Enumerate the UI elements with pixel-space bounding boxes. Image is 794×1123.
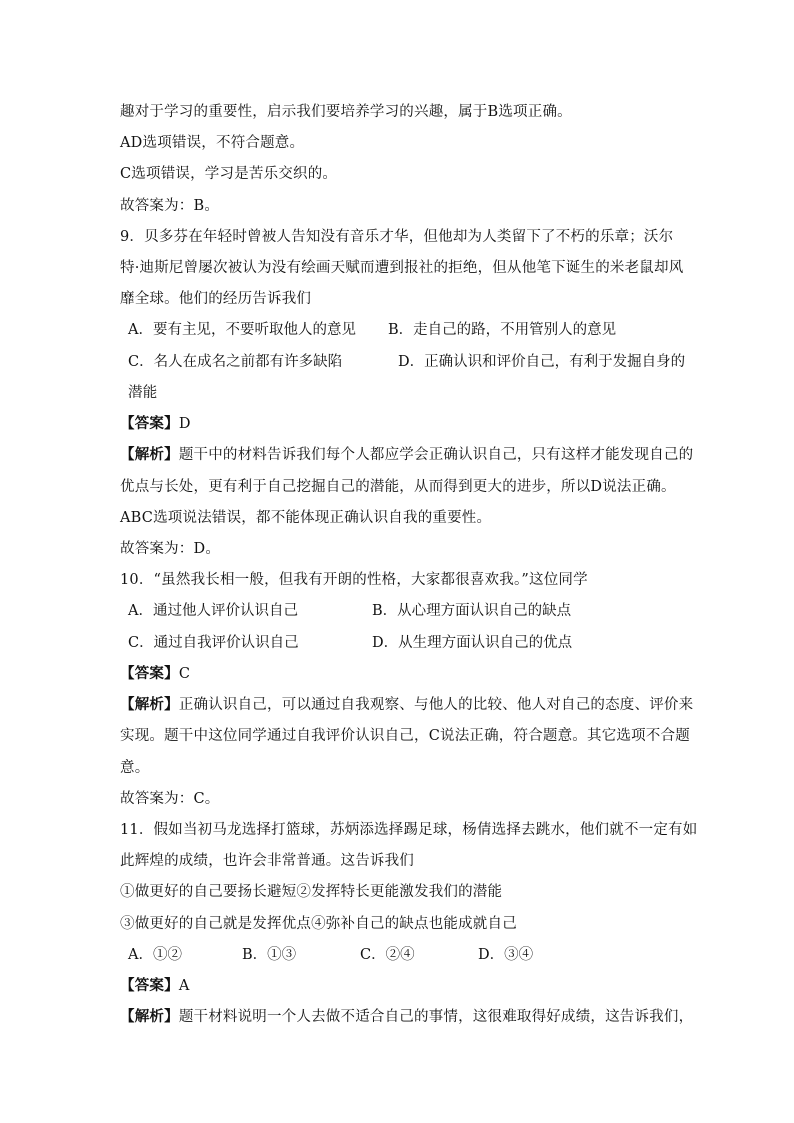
question-9-text: 靡全球。他们的经历告诉我们 xyxy=(120,291,312,307)
q11-answer xyxy=(120,976,189,996)
q9-option-c: C．名人在成名之前都有许多缺陷 xyxy=(128,354,343,370)
answer-value: C xyxy=(178,666,191,682)
answer-label: 【答案】 xyxy=(120,415,179,432)
question-10-text: 10．“虽然我长相一般，但我有开朗的性格，大家都很喜欢我。”这位同学 xyxy=(120,572,588,588)
q11-option-d: D．③④ xyxy=(478,947,534,963)
analysis-text: 题干材料说明一个人去做不适合自己的事情，这很难取得好成绩，这告诉我们， xyxy=(178,1009,694,1025)
q11-option-a: A．①② xyxy=(128,947,182,963)
text-line: C选项错误，学习是苦乐交织的。 xyxy=(120,166,338,182)
q9-option-d-cont: 潜能 xyxy=(128,385,158,401)
q10-answer xyxy=(120,664,190,684)
q9-option-a: A．要有主见，不要听取他人的意见 xyxy=(128,322,356,338)
text-line: 趣对于学习的重要性，启示我们要培养学习的兴趣，属于B选项正确。 xyxy=(120,104,572,120)
answer-label: 【答案】 xyxy=(120,665,179,682)
q10-option-c: C．通过自我评价认识自己 xyxy=(128,635,299,651)
text-line: 优点与长处，更有利于自己挖掘自己的潜能，从而得到更大的进步，所以D说法正确。 xyxy=(120,479,676,495)
analysis-label: 【解析】 xyxy=(120,696,179,713)
q10-analysis xyxy=(120,695,693,715)
q10-option-b: B．从心理方面认识自己的缺点 xyxy=(372,603,572,619)
q10-option-a: A．通过他人评价认识自己 xyxy=(128,603,298,619)
question-9-text: 特·迪斯尼曾屡次被认为没有绘画天赋而遭到报社的拒绝，但从他笔下诞生的米老鼠却风 xyxy=(120,260,684,276)
text-line: AD选项错误，不符合题意。 xyxy=(120,135,305,151)
text-line: 实现。题干中这位同学通过自我评价认识自己，C说法正确，符合题意。其它选项不合题 xyxy=(120,728,690,744)
question-11-statement: ③做更好的自己就是发挥优点④弥补自己的缺点也能成就自己 xyxy=(120,916,517,932)
question-11-text: 此辉煌的成绩，也许会非常普通。这告诉我们 xyxy=(120,853,414,869)
analysis-label: 【解析】 xyxy=(120,1008,179,1025)
answer-value: D xyxy=(178,416,191,432)
text-line: ABC选项说法错误，都不能体现正确认识自我的重要性。 xyxy=(120,510,492,526)
q11-analysis xyxy=(120,1007,693,1027)
q9-answer xyxy=(120,414,191,434)
text-line: 意。 xyxy=(120,760,150,776)
text-line: 故答案为：D。 xyxy=(120,541,221,557)
text-line: 故答案为：C。 xyxy=(120,791,220,807)
q11-option-b: B．①③ xyxy=(242,947,297,963)
answer-value: A xyxy=(178,978,190,994)
question-11-text: 11．假如当初马龙选择打篮球，苏炳添选择踢足球，杨倩选择去跳水，他们就不一定有如 xyxy=(120,822,698,838)
analysis-text: 正确认识自己，可以通过自我观察、与他人的比较、他人对自己的态度、评价来 xyxy=(178,697,694,713)
question-9-text: 9．贝多芬在年轻时曾被人告知没有音乐才华，但他却为人类留下了不朽的乐章；沃尔 xyxy=(120,229,674,245)
q11-option-c: C．②④ xyxy=(360,947,415,963)
analysis-label: 【解析】 xyxy=(120,446,179,463)
q9-analysis xyxy=(120,445,693,465)
question-11-statement: ①做更好的自己要扬长避短②发挥特长更能激发我们的潜能 xyxy=(120,884,503,900)
text-line: 故答案为：B。 xyxy=(120,198,220,214)
q9-option-d: D．正确认识和评价自己，有利于发掘自身的 xyxy=(398,354,686,370)
q9-option-b: B．走自己的路，不用管别人的意见 xyxy=(388,322,617,338)
analysis-text: 题干中的材料告诉我们每个人都应学会正确认识自己，只有这样才能发现自己的 xyxy=(178,447,694,463)
answer-label: 【答案】 xyxy=(120,977,179,994)
q10-option-d: D．从生理方面认识自己的优点 xyxy=(372,635,573,651)
